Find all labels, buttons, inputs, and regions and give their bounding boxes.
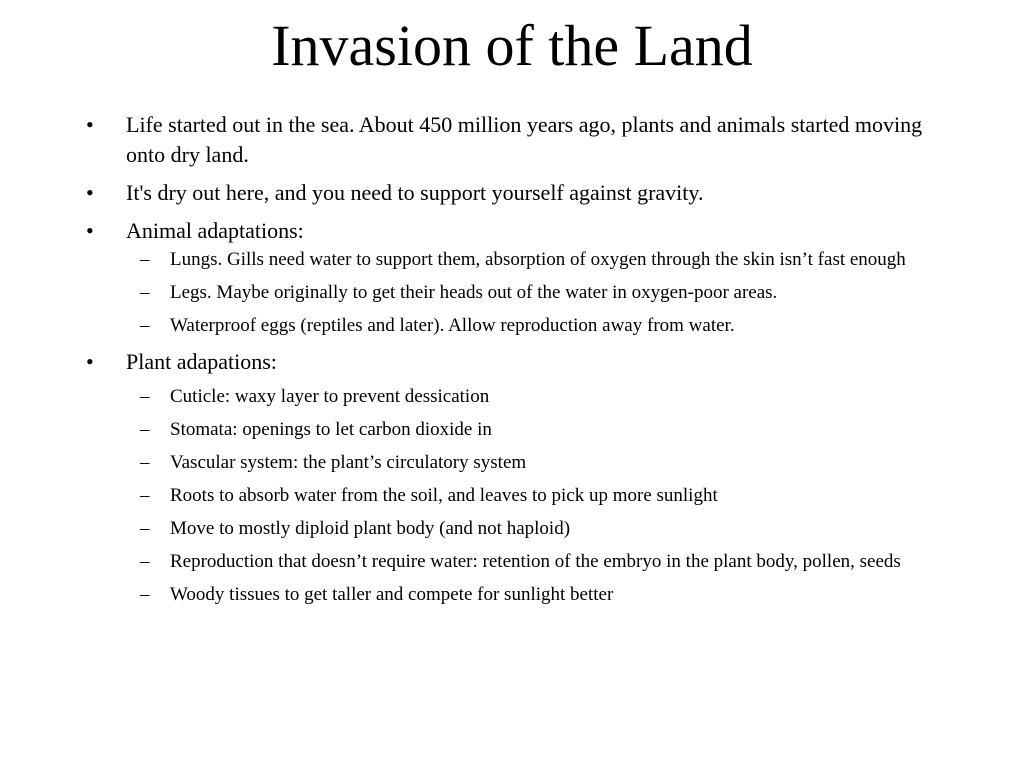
sub-bullet-text: Move to mostly diploid plant body (and not haploid) xyxy=(170,518,571,539)
slide-title: Invasion of the Land xyxy=(271,13,753,78)
bullet-text: Life started out in the sea. About 450 million years ago, plants and animals started moving onto dry land. xyxy=(126,112,923,167)
sub-bullet-text: Reproduction that doesn’t require water: retention of the embryo in the plant body, pollen, seeds xyxy=(170,551,901,572)
bullet-marker: • xyxy=(86,349,94,374)
bullet-marker: • xyxy=(86,218,94,243)
sub-bullet-text: Cuticle: waxy layer to prevent dessication xyxy=(170,386,490,407)
dash-marker: – xyxy=(140,419,150,440)
sub-bullet-item xyxy=(84,279,944,306)
sub-bullet-item xyxy=(84,312,944,339)
sub-bullet-text: Stomata: openings to let carbon dioxide in xyxy=(170,419,492,440)
sub-bullet-item xyxy=(84,383,944,410)
dash-marker: – xyxy=(140,386,150,407)
plant-adaptations-list xyxy=(84,383,944,608)
sub-bullet-item xyxy=(84,449,944,476)
sub-bullet-text: Woody tissues to get taller and compete for sunlight better xyxy=(170,584,614,605)
sub-bullet-text: Roots to absorb water from the soil, and leaves to pick up more sunlight xyxy=(170,485,718,506)
sub-bullet-item xyxy=(84,482,944,509)
bullet-text: It's dry out here, and you need to support yourself against gravity. xyxy=(126,180,704,205)
sub-bullet-text: Legs. Maybe originally to get their heads out of the water in oxygen-poor areas. xyxy=(170,282,778,303)
sub-bullet-item xyxy=(84,548,944,575)
dash-marker: – xyxy=(140,485,150,506)
sub-bullet-text: Waterproof eggs (reptiles and later). Allow reproduction away from water. xyxy=(170,315,735,336)
bullet-item xyxy=(84,110,944,170)
bullet-item xyxy=(84,216,944,246)
bullet-list xyxy=(84,110,944,614)
sub-bullet-item xyxy=(84,581,944,608)
bullet-marker: • xyxy=(86,180,94,205)
sub-bullet-text: Lungs. Gills need water to support them, absorption of oxygen through the skin isn’t fast enough xyxy=(170,249,906,270)
dash-marker: – xyxy=(140,551,150,572)
sub-bullet-item xyxy=(84,416,944,443)
sub-bullet-item xyxy=(84,515,944,542)
bullet-item xyxy=(84,178,944,208)
sub-bullet-text: Vascular system: the plant’s circulatory system xyxy=(170,452,527,473)
bullet-item xyxy=(84,347,944,377)
dash-marker: – xyxy=(140,518,150,539)
animal-adaptations-list xyxy=(84,246,944,339)
bullet-text: Plant adapations: xyxy=(126,349,277,374)
bullet-text: Animal adaptations: xyxy=(126,218,304,243)
dash-marker: – xyxy=(140,249,150,270)
dash-marker: – xyxy=(140,452,150,473)
dash-marker: – xyxy=(140,584,150,605)
sub-bullet-item xyxy=(84,246,944,273)
dash-marker: – xyxy=(140,315,150,336)
dash-marker: – xyxy=(140,282,150,303)
bullet-marker: • xyxy=(86,112,94,137)
